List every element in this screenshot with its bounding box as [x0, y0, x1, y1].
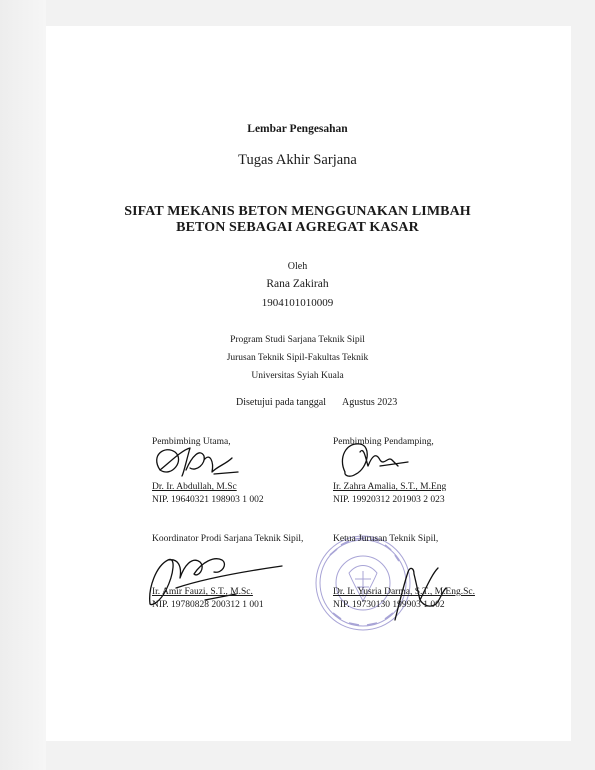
author-name: Rana Zakirah — [266, 278, 329, 290]
approval-label: Disetujui pada tanggal — [236, 397, 326, 408]
name-department-head: Dr. Ir. Yusria Darma, S.T., M.Eng.Sc. — [333, 587, 475, 597]
university: Universitas Syiah Kuala — [251, 371, 344, 381]
page-heading: Lembar Pengesahan — [247, 123, 348, 135]
role-co-supervisor: Pembimbing Pendamping, — [333, 437, 434, 447]
thesis-title-line-1: SIFAT MEKANIS BETON MENGGUNAKAN LIMBAH — [124, 204, 471, 219]
role-program-coordinator: Koordinator Prodi Sarjana Teknik Sipil, — [152, 534, 304, 544]
study-program: Program Studi Sarjana Teknik Sipil — [230, 335, 365, 345]
signature-co-supervisor — [342, 444, 408, 476]
nip-main-supervisor: NIP. 19640321 198903 1 002 — [152, 495, 264, 505]
student-id: 1904101010009 — [261, 297, 334, 309]
nip-program-coordinator: NIP. 19780828 200312 1 001 — [152, 600, 264, 610]
nip-co-supervisor: NIP. 19920312 201903 2 023 — [333, 495, 445, 505]
role-main-supervisor: Pembimbing Utama, — [152, 437, 231, 447]
nip-department-head: NIP. 19730130 199903 1 002 — [333, 600, 445, 610]
document-type: Tugas Akhir Sarjana — [238, 152, 357, 168]
thesis-title-line-2: BETON SEBAGAI AGREGAT KASAR — [176, 220, 419, 235]
signature-main-supervisor — [157, 448, 238, 476]
approval-date: Agustus 2023 — [341, 397, 398, 408]
by-label: Oleh — [287, 261, 308, 272]
department: Jurusan Teknik Sipil-Fakultas Teknik — [226, 353, 369, 363]
name-co-supervisor: Ir. Zahra Amalia, S.T., M.Eng — [333, 482, 447, 492]
name-program-coordinator: Ir. Amir Fauzi, S.T., M.Sc. — [152, 587, 253, 597]
name-main-supervisor: Dr. Ir. Abdullah, M.Sc — [152, 482, 237, 492]
role-department-head: Ketua Jurusan Teknik Sipil, — [333, 534, 439, 544]
